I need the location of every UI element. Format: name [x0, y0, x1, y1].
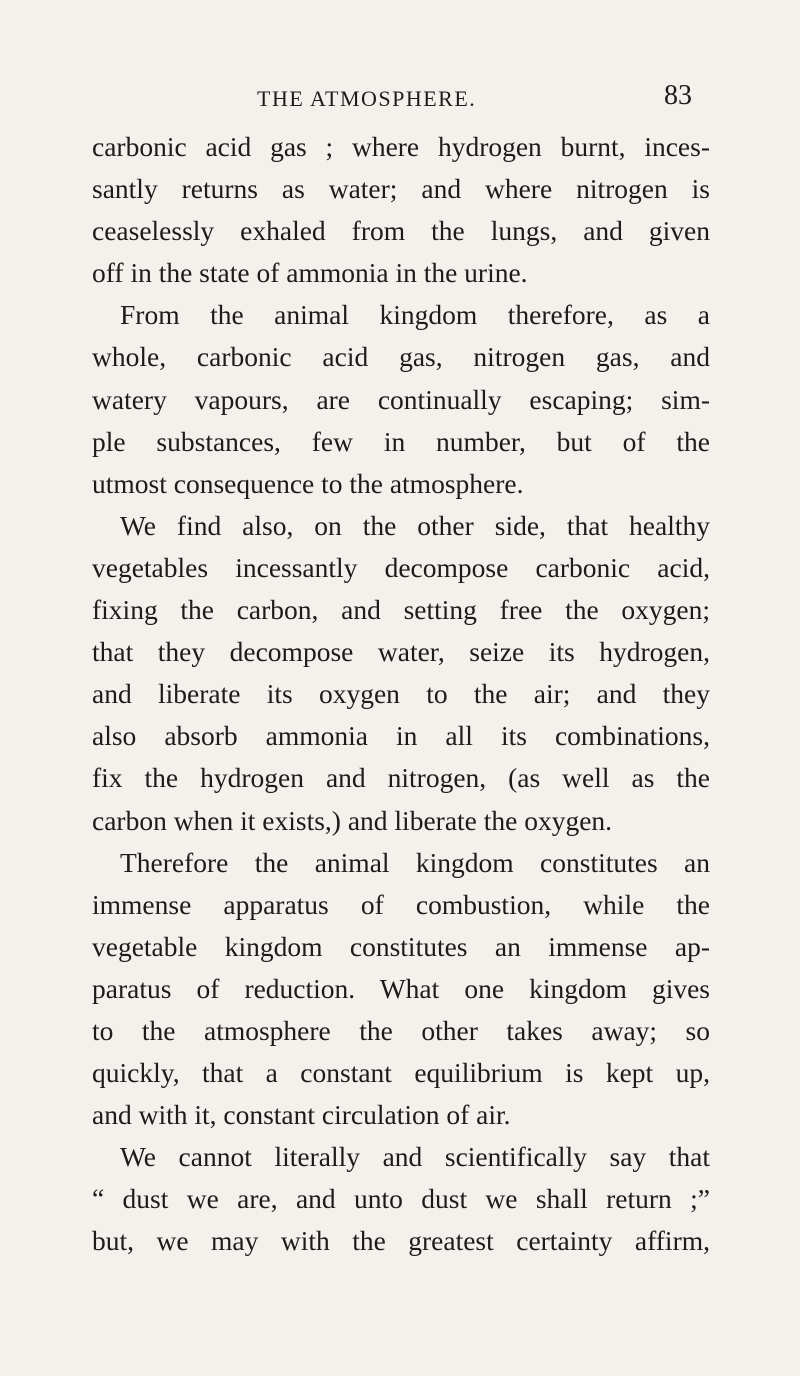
text-line: We cannot literally and scientifically say that — [120, 1141, 710, 1173]
text-line: ceaselessly exhaled from the lungs, and given — [92, 215, 710, 247]
text-line: but, we may with the greatest certainty affirm, — [92, 1225, 710, 1257]
text-line: quickly, that a constant equilibrium is kept up, — [92, 1057, 710, 1089]
running-head: THE ATMOSPHERE. — [257, 86, 477, 111]
text-line: that they decompose water, seize its hydrogen, — [92, 636, 710, 668]
text-line: fix the hydrogen and nitrogen, (as well as the — [92, 762, 710, 794]
text-line: off in the state of ammonia in the urine. — [92, 257, 528, 289]
page-number: 83 — [664, 80, 692, 111]
text-line: vegetable kingdom constitutes an immense ap- — [92, 930, 710, 962]
body-text — [92, 126, 710, 1263]
text-line: and with it, constant circulation of air. — [92, 1099, 511, 1131]
text-line: utmost consequence to the atmosphere. — [92, 467, 524, 499]
text-line: From the animal kingdom therefore, as a — [120, 299, 710, 331]
text-line: ple substances, few in number, but of the — [92, 425, 710, 457]
text-line: Therefore the animal kingdom constitutes an — [120, 846, 710, 878]
text-line: paratus of reduction. What one kingdom gives — [92, 972, 710, 1004]
text-line: santly returns as water; and where nitrogen is — [92, 173, 710, 205]
text-line: to the atmosphere the other takes away; so — [92, 1014, 710, 1046]
text-line: “ dust we are, and unto dust we shall return ;” — [92, 1183, 710, 1215]
text-line: watery vapours, are continually escaping; sim- — [92, 383, 710, 415]
text-line: also absorb ammonia in all its combinations, — [92, 720, 710, 752]
text-line: and liberate its oxygen to the air; and they — [92, 678, 710, 710]
text-line: carbon when it exists,) and liberate the oxygen. — [92, 804, 613, 836]
text-line: carbonic acid gas ; where hydrogen burnt, inces- — [92, 131, 710, 162]
text-line: We find also, on the other side, that healthy — [120, 509, 710, 541]
text-line: fixing the carbon, and setting free the oxygen; — [92, 594, 710, 626]
text-line: whole, carbonic acid gas, nitrogen gas, and — [92, 341, 710, 373]
text-line: immense apparatus of combustion, while the — [92, 888, 710, 920]
text-line: vegetables incessantly decompose carbonic acid, — [92, 551, 710, 583]
